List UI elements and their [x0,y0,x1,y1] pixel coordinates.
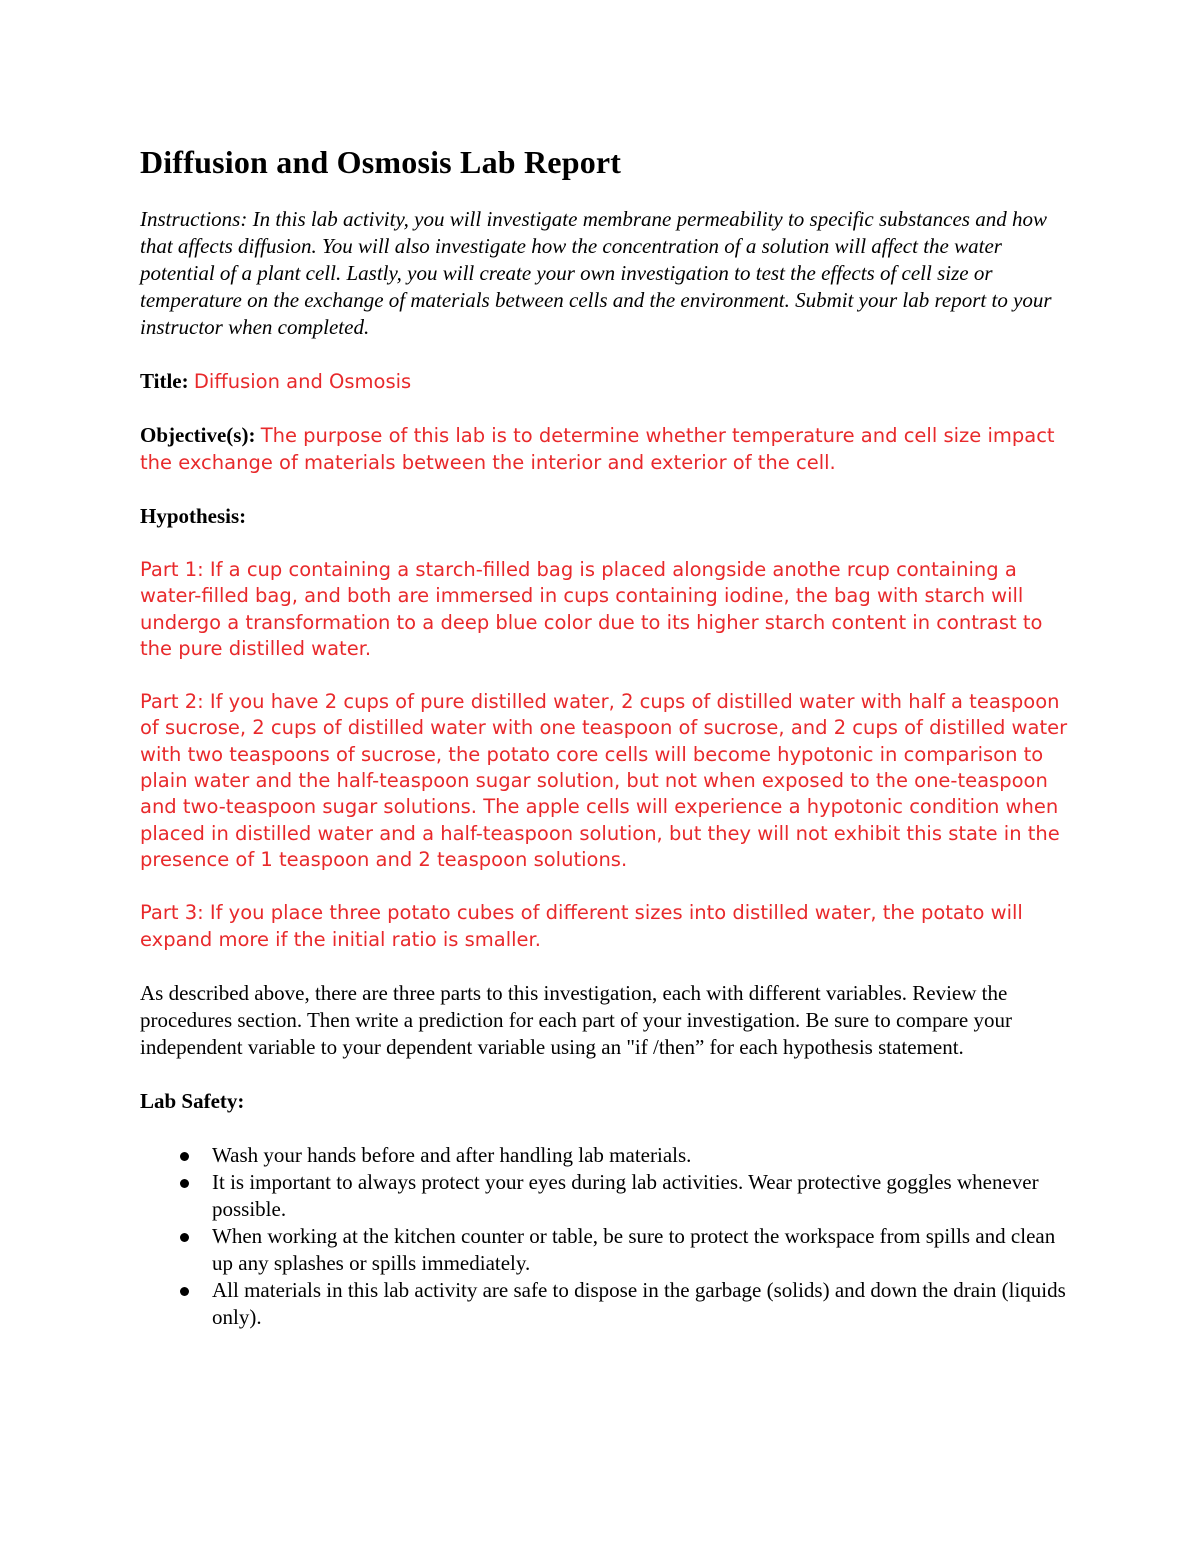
lab-safety-item [212,1169,1070,1223]
hypothesis-part-1: Part 1: If a cup containing a starch-filled bag is placed alongside anothe rcup containing a water-filled bag, and both are immersed in cups containing iodine, the bag with starch will undergo a transformation to a deep blue color due to its higher starch content in contrast to the pure distilled water. [140,558,1043,660]
document-page [140,140,1070,1331]
bullet-icon [180,1233,189,1242]
bullet-icon [180,1179,189,1188]
lab-safety-item [212,1142,1070,1169]
described-paragraph: As described above, there are three parts to this investigation, each with different variables. Review the procedures section. Then write a prediction for each part of your investigation. Be sure to compare your independent variable to your dependent variable using an "if /then” for each hypothesis statement. [140,980,1012,1059]
instructions-paragraph: Instructions: In this lab activity, you will investigate membrane permeability to specific substances and how that affects diffusion. You will also investigate how the concentration of a solution will affect the water potential of a plant cell. Lastly, you will create your own investigation to test the effects of cell size or temperature on the exchange of materials between cells and the environment. Submit your lab report to your instructor when completed. [140,207,1052,339]
lab-safety-item [212,1277,1070,1331]
objective-label: Objective(s): [140,423,256,447]
lab-safety-item-text: It is important to always protect your eyes during lab activities. Wear protective goggles whenever possible. [212,1169,1039,1221]
lab-safety-item [212,1223,1070,1277]
document-title: Diffusion and Osmosis Lab Report [140,144,622,180]
lab-safety-item-text: All materials in this lab activity are safe to dispose in the garbage (solids) and down the drain (liquids only). [212,1277,1066,1329]
hypothesis-part-3: Part 3: If you place three potato cubes of different sizes into distilled water, the potato will expand more if the initial ratio is smaller. [140,901,1023,951]
bullet-icon [180,1287,189,1296]
hypothesis-label: Hypothesis: [140,504,247,528]
objective-value: The purpose of this lab is to determine whether temperature and cell size impact the exchange of materials between the interior and exterior of the cell. [140,424,1055,474]
title-value: Diffusion and Osmosis [193,370,412,393]
lab-safety-list [140,1142,1070,1331]
title-label: Title: [140,369,189,393]
hypothesis-part-2: Part 2: If you have 2 cups of pure distilled water, 2 cups of distilled water with half a teaspoon of sucrose, 2 cups of distilled water with one teaspoon of sucrose, and 2 cups of distilled water with two teaspoons of sucrose, the potato core cells will become hypotonic in comparison to plain water and the half-teaspoon sugar solution, but not when exposed to the one-teaspoon and two-teaspoon sugar solutions. The apple cells will experience a hypotonic condition when placed in distilled water and a half-teaspoon solution, but they will not exhibit this state in the presence of 1 teaspoon and 2 teaspoon solutions. [140,690,1068,871]
bullet-icon [180,1152,189,1161]
objective-field [140,422,1070,476]
lab-safety-item-text: When working at the kitchen counter or table, be sure to protect the workspace from spills and clean up any splashes or spills immediately. [212,1223,1056,1275]
title-field [140,368,1070,395]
lab-safety-label: Lab Safety: [140,1088,245,1113]
lab-safety-item-text: Wash your hands before and after handling lab materials. [212,1142,692,1167]
